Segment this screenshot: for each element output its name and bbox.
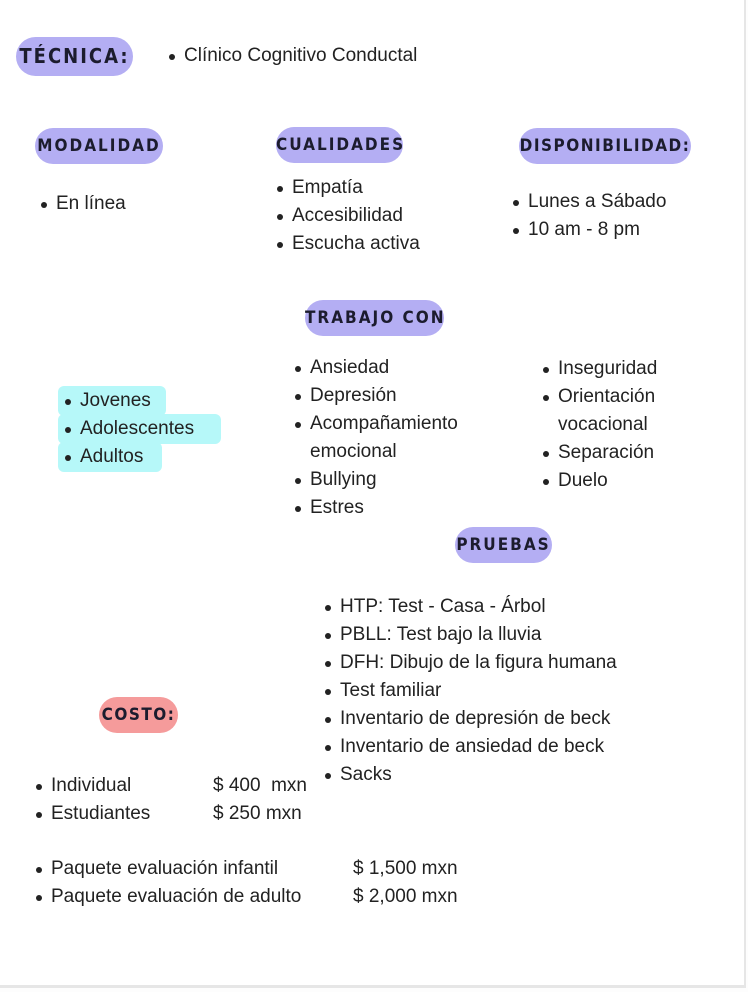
costo-label: COSTO: <box>99 697 178 733</box>
modalidad-label: MODALIDAD <box>35 128 163 164</box>
paquete-name: Paquete evaluación infantil <box>51 858 279 879</box>
pruebas-list <box>322 593 617 789</box>
costo-price: $ 400 mxn <box>213 775 307 796</box>
list-item: Depresión <box>292 382 458 410</box>
list-item: Test familiar <box>322 677 617 705</box>
list-item: DFH: Dibujo de la figura humana <box>322 649 617 677</box>
list-item: Duelo <box>540 467 657 495</box>
list-item: Orientación <box>540 383 657 411</box>
list-item-continuation: emocional <box>310 441 397 462</box>
disponibilidad-label: DISPONIBILIDAD: <box>519 128 691 164</box>
list-item: Sacks <box>322 761 617 789</box>
list-item: 10 am - 8 pm <box>510 216 666 244</box>
paquete-price: $ 1,500 mxn <box>353 858 458 879</box>
list-item: Acompañamiento <box>292 410 458 438</box>
trabajo-list-1 <box>292 354 458 522</box>
list-item-continuation: vocacional <box>558 414 648 435</box>
list-item: Lunes a Sábado <box>510 188 666 216</box>
list-item: Empatía <box>274 174 420 202</box>
tecnica-list <box>166 42 417 70</box>
list-item: PBLL: Test bajo la lluvia <box>322 621 617 649</box>
list-item: Adultos <box>62 443 194 471</box>
tecnica-label: TÉCNICA: <box>16 37 133 76</box>
list-item: Ansiedad <box>292 354 458 382</box>
list-item: Clínico Cognitivo Conductal <box>166 42 417 70</box>
list-item: Escucha activa <box>274 230 420 258</box>
pruebas-label: PRUEBAS <box>455 527 552 563</box>
list-item: Inseguridad <box>540 355 657 383</box>
list-item: Inventario de depresión de beck <box>322 705 617 733</box>
disponibilidad-list <box>510 188 666 244</box>
paquete-price: $ 2,000 mxn <box>353 886 458 907</box>
costo-name: Estudiantes <box>51 803 151 824</box>
costo-name: Individual <box>51 775 132 796</box>
list-item: Estres <box>292 494 458 522</box>
trabajo-label: TRABAJO CON <box>305 300 444 336</box>
trabajo-list-2 <box>540 355 657 495</box>
cualidades-list <box>274 174 420 258</box>
poblacion-list <box>62 387 194 471</box>
modalidad-list <box>38 190 126 218</box>
list-item <box>33 800 333 828</box>
list-item: Accesibilidad <box>274 202 420 230</box>
paquete-name: Paquete evaluación de adulto <box>51 886 302 907</box>
list-item <box>33 883 513 911</box>
paquetes-list <box>33 855 513 911</box>
list-item: Separación <box>540 439 657 467</box>
costo-price: $ 250 mxn <box>213 803 302 824</box>
list-item <box>33 855 513 883</box>
cualidades-label: CUALIDADES <box>276 127 403 163</box>
list-item: Inventario de ansiedad de beck <box>322 733 617 761</box>
list-item: HTP: Test - Casa - Árbol <box>322 593 617 621</box>
list-item: Jovenes <box>62 387 194 415</box>
list-item: En línea <box>38 190 126 218</box>
list-item <box>33 772 333 800</box>
costo-list <box>33 772 333 828</box>
list-item: Bullying <box>292 466 458 494</box>
list-item: Adolescentes <box>62 415 194 443</box>
